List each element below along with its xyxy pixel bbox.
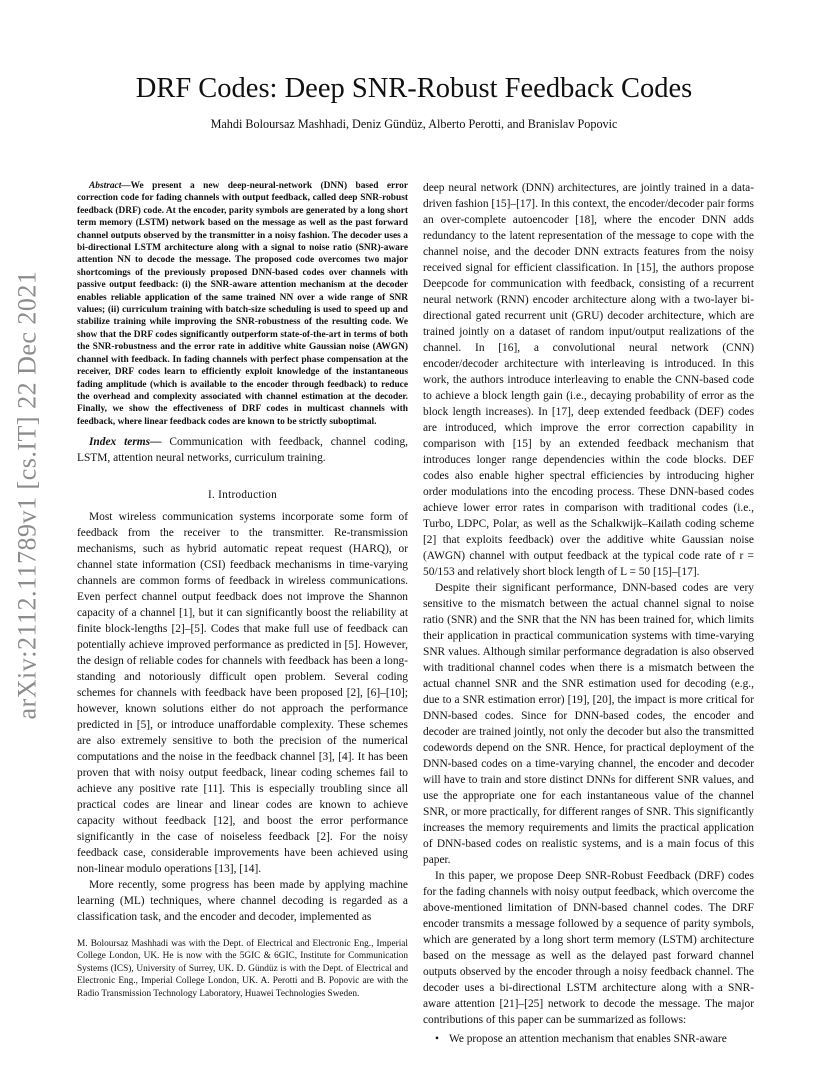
arxiv-side-label bbox=[2, 270, 52, 720]
section-heading-introduction: I. Introduction bbox=[207, 489, 278, 502]
author-list: Mahdi Boloursaz Mashhadi, Deniz Gündüz, Alberto Perotti, and Branislav Popovic bbox=[210, 117, 618, 131]
body-paragraph: deep neural network (DNN) architectures, are jointly trained in a data-driven fashion [15]–[17]. In this context, the encoder/decoder pair forms an over-complete autoencoder [18], where the encoder DNN adds redundancy to the latent representation of the message to cope with the channel noise, and the decoder DNN extracts features from the noisy received signal for efficient classification. In [15], the authors propose Deepcode for communication with feedback, consisting of a recurrent neural network (RNN) encoder architecture along with a two-layer bi-directional gated recurrent unit (GRU) decoder architecture, which are trained jointly on a dataset of random input/output realizations of the channel. In [16], a convolutional neural network (CNN) encoder/decoder architecture with interleaving is introduced. In this work, the authors introduce interleaving to enable the CNN-based code to achieve a block length gain (i.e., decaying probability of error as the block length increases). In [17], deep extended feedback (DEF) codes are introduced, which improve the error correction capability in comparison with [15] by an extended feedback mechanism that introduces longer range dependencies within the code blocks. DEF codes also enable higher spectral efficiencies by introducing higher order modulations into the encoding process. These DNN-based codes achieve lower error rates in comparison with traditional codes (i.e., Turbo, LDPC, Polar, as well as the Schalkwijk–Kailath coding scheme [2] that exploits feedback) over the additive white Gaussian noise (AWGN) channel with output feedback at the typical code rate of r = 50/153 and relatively short block length of L = 50 [15]–[17]. bbox=[423, 182, 754, 578]
arxiv-identifier: arXiv:2112.11789v1 [cs.IT] 22 Dec 2021 bbox=[12, 270, 41, 720]
body-paragraph: Despite their significant performance, DNN-based codes are very sensitive to the mismatch between the actual channel signal to noise ratio (SNR) and the SNR that the NN has been trained for, which limits their application in practical communication systems with time-varying SNR values. Although similar performance degradation is also observed with traditional channel codes when there is a mismatch between the actual channel SNR and the SNR estimation used for decoding (e.g., due to a SNR estimation error) [19], [20], the impact is more critical for DNN-based codes. Since for DNN-based codes, the encoder and decoder are trained jointly, not only the decoder but also the transmitted codewords depend on the SNR. Hence, for practical deployment of the DNN-based codes on a time-varying channel, the encoder and decoder will have to train and store distinct DNNs for different SNR values, and use the appropriate one for each instantaneous value of the channel SNR, or more practically, for different ranges of SNR. This significantly increases the memory requirements and limits the practical application of DNN-based codes on realistic systems, and is a main focus of this paper. bbox=[423, 582, 754, 866]
body-paragraph: More recently, some progress has been made by applying machine learning (ML) techniques, where channel decoding is regarded as a classification task, and the encoder and decoder, implemented as bbox=[77, 879, 408, 924]
paper-title: DRF Codes: Deep SNR-Robust Feedback Codes bbox=[135, 73, 693, 104]
body-paragraph: Most wireless communication systems incorporate some form of feedback from the receiver to the transmitter. Re-transmission mechanisms, such as hybrid automatic repeat request (HARQ), or channel state information (CSI) feedback mechanisms in time-varying channels are common forms of feedback in wireless communications. Even perfect channel output feedback does not improve the Shannon capacity of a channel [1], but it can significantly boost the reliability at finite block-lengths [2]–[5]. Codes that make full use of feedback can potentially achieve improved performance as predicted in [5]. However, the design of reliable codes for channels with feedback has been a long-standing and notoriously difficult open problem. Several coding schemes for channels with feedback have been proposed [2], [6]–[10]; however, known solutions either do not approach the performance predicted in [5], or introduce unaffordable complexity. These schemes are also extremely sensitive to both the precision of the numerical computations and the noise in the feedback channel [3], [4]. It has been proven that with noisy output feedback, linear coding schemes fail to achieve any positive rate [11]. This is especially troubling since all practical codes are linear and linear codes are known to achieve capacity without feedback [12], and boost the error performance significantly in the case of noiseless feedback [2]. For the noisy feedback case, considerable improvements have been achieved using non-linear modulo operations [13], [14]. bbox=[77, 511, 408, 876]
abstract-label: Abstract bbox=[89, 181, 122, 191]
left-column bbox=[77, 180, 408, 925]
index-terms-label: Index terms— bbox=[89, 436, 162, 449]
abstract-text: —We present a new deep-neural-network (DNN) based error correction code for fading channels with output feedback, called deep SNR-robust feedback (DRF) code. At the encoder, parity symbols are generated by a long short term memory (LSTM) network based on the message as well as the past forward channel outputs observed by the transmitter in a noisy fashion. The decoder uses a bi-directional LSTM architecture along with a signal to noise ratio (SNR)-aware attention NN to decode the message. The proposed code overcomes two major shortcomings of the previously proposed DNN-based codes over channels with passive output feedback: (i) the SNR-aware attention mechanism at the decoder enables reliable application of the same trained NN over a wide range of SNR values; (ii) curriculum training with batch-size scheduling is used to speed up and stabilize training while improving the SNR-robustness of the resulting code. We show that the DRF codes significantly outperform state-of-the-art in terms of both the SNR-robustness and the error rate in additive white Gaussian noise (AWGN) channel with feedback. In fading channels with perfect phase compensation at the receiver, DRF codes learn to efficiently exploit knowledge of the instantaneous fading amplitude (which is available to the encoder through feedback) to reduce the overhead and complexity associated with channel estimation at the decoder. Finally, we show the effectiveness of DRF codes in multicast channels with feedback, where linear feedback codes are known to be strictly suboptimal. bbox=[77, 181, 408, 427]
abstract bbox=[77, 180, 408, 428]
author-footnote: M. Boloursaz Mashhadi was with the Dept. of Electrical and Electronic Eng., Imperial College London, UK. He is now with the 5GIC & 6GIC, Institute for Communication Systems (ICS), University of Surrey, UK. D. Gündüz is with the Dept. of Electrical and Electronic Eng., Imperial College London, UK. A. Perotti and B. Popovic are with the Radio Transmission Technology Laboratory, Huawei Technologies Sweden. bbox=[77, 939, 408, 999]
contribution-bullet: • We propose an attention mechanism that enables SNR-aware bbox=[423, 1031, 754, 1047]
right-column bbox=[423, 180, 754, 1047]
body-paragraph: In this paper, we propose Deep SNR-Robust Feedback (DRF) codes for the fading channels with noisy output feedback, which overcome the above-mentioned limitation of DNN-based channel codes. The DRF encoder transmits a message followed by a sequence of parity symbols, which are generated by a long short term memory (LSTM) architecture based on the message as well as the delayed past forward channel outputs observed by the encoder through a noisy feedback channel. The decoder uses a bi-directional LSTM architecture along with a SNR-aware attention [21]–[25] network to decode the message. The major contributions of this paper can be summarized as follows: bbox=[423, 870, 754, 1026]
index-terms bbox=[77, 434, 408, 466]
index-terms-text: Communication with feedback, channel coding, LSTM, attention neural networks, curriculum training. bbox=[77, 436, 408, 465]
